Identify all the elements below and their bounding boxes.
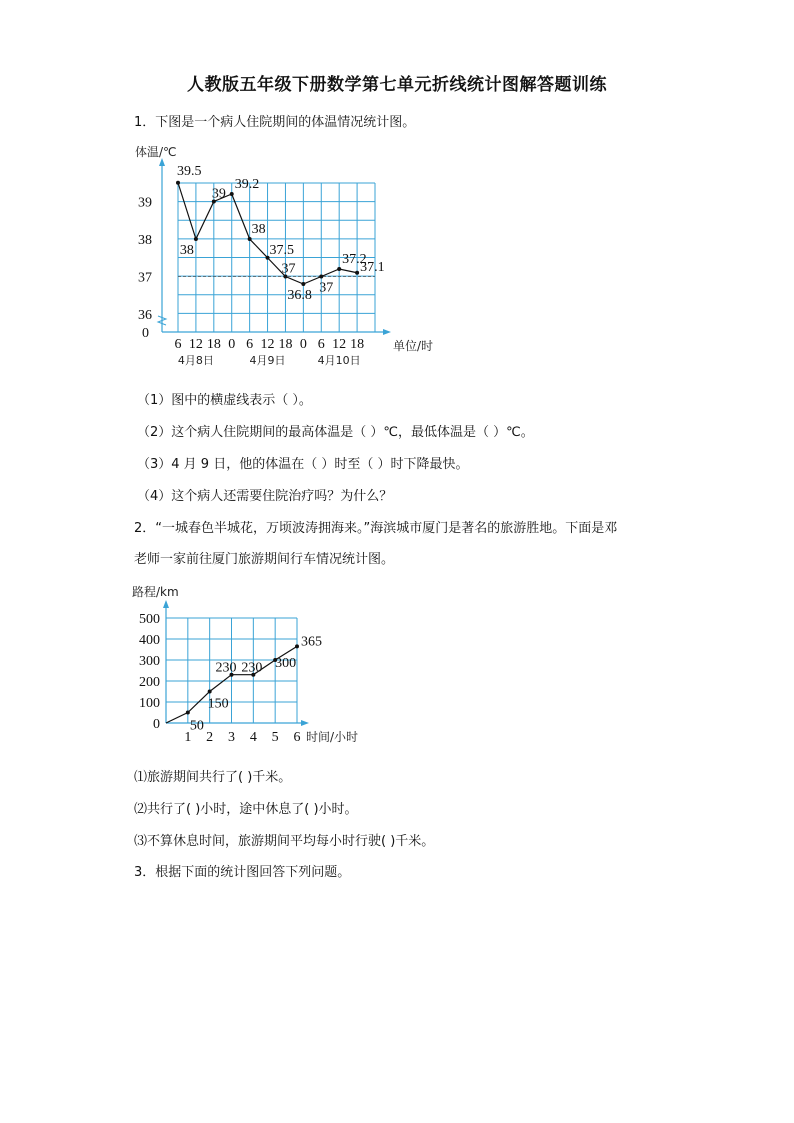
date-label: 4月8日 — [177, 354, 214, 367]
data-point — [337, 267, 341, 271]
data-label: 37.1 — [360, 259, 385, 275]
data-label: 37.5 — [269, 242, 295, 258]
data-point — [186, 711, 190, 715]
y-tick-label: 300 — [139, 654, 160, 669]
q1-stem: 1．下图是一个病人住院期间的体温情况统计图。 — [134, 115, 416, 130]
q1-sub4: （4）这个病人还需要住院治疗吗？为什么？ — [137, 489, 393, 504]
y-tick-label: 200 — [139, 675, 160, 690]
data-point — [208, 690, 212, 694]
data-point — [355, 271, 359, 275]
data-label: 300 — [275, 656, 297, 671]
x-tick-label: 12 — [188, 337, 203, 352]
date-label: 4月10日 — [317, 354, 361, 367]
x-tick-label: 1 — [184, 730, 192, 745]
q2-stem-line1: 2．“一城春色半城花，万顷波涛拥海来。”海滨城市厦门是著名的旅游胜地。下面是邓 — [134, 521, 618, 536]
data-label: 37 — [319, 280, 334, 296]
page-title: 人教版五年级下册数学第七单元折线统计图解答题训练 — [187, 75, 607, 95]
data-label: 150 — [207, 696, 229, 712]
data-label: 37 — [281, 261, 296, 277]
y-tick-label-zero: 0 — [142, 326, 149, 341]
data-label: 37.2 — [342, 252, 367, 267]
x-tick-label: 6 — [317, 337, 325, 352]
x-tick-label: 18 — [206, 337, 221, 352]
x-tick-label: 12 — [332, 337, 347, 352]
x-tick-label: 0 — [299, 337, 307, 352]
data-label: 38 — [251, 222, 266, 237]
data-label: 39 — [211, 186, 226, 202]
y-axis-arrow — [163, 600, 169, 608]
data-point — [176, 181, 180, 185]
x-tick-label: 18 — [350, 337, 365, 352]
data-label: 230 — [241, 660, 263, 676]
x-axis-title: 时间/小时 — [306, 730, 359, 744]
y-tick-label: 36 — [138, 308, 152, 323]
x-axis-title: 单位/时 — [393, 339, 434, 353]
x-tick-label: 6 — [246, 337, 254, 352]
q1-sub3: （3）4 月 9 日，他的体温在（ ）时至（ ）时下降最快。 — [137, 457, 469, 472]
y-tick-label: 38 — [138, 233, 152, 248]
x-tick-label: 6 — [174, 337, 182, 352]
y-tick-label: 39 — [138, 195, 152, 211]
data-label: 39.5 — [177, 163, 202, 179]
x-axis-arrow — [301, 720, 309, 726]
distance-line-chart — [130, 580, 390, 750]
q1-sub2: （2）这个病人住院期间的最高体温是（ ）℃，最低体温是（ ）℃。 — [137, 425, 534, 440]
y-tick-label: 0 — [153, 717, 160, 732]
q1-sub1: （1）图中的横虚线表示（ ）。 — [137, 393, 312, 408]
x-tick-label: 2 — [206, 730, 214, 745]
data-point — [194, 237, 198, 241]
date-label: 4月9日 — [249, 354, 286, 367]
data-point — [301, 282, 305, 286]
x-tick-label: 6 — [293, 730, 301, 745]
q2-sub2: ⑵共行了( )小时，途中休息了( )小时。 — [134, 802, 358, 817]
x-tick-label: 3 — [228, 730, 235, 745]
q2-sub1: ⑴旅游期间共行了( )千米。 — [134, 770, 292, 785]
y-tick-label: 100 — [139, 696, 160, 711]
x-tick-label: 4 — [249, 730, 257, 745]
data-label: 38 — [179, 243, 194, 258]
y-tick-label: 500 — [139, 612, 160, 627]
q2-sub3: ⑶不算休息时间，旅游期间平均每小时行驶( )千米。 — [134, 834, 435, 849]
q2-stem-line2: 老师一家前往厦门旅游期间行车情况统计图。 — [134, 552, 395, 567]
data-point — [230, 192, 234, 196]
data-label: 36.8 — [287, 288, 312, 303]
data-label: 230 — [215, 660, 237, 676]
y-axis-title: 体温/℃ — [135, 145, 177, 159]
y-axis-arrow — [159, 158, 165, 166]
x-tick-label: 18 — [278, 337, 293, 352]
data-point — [295, 644, 299, 648]
data-label: 39.2 — [234, 177, 260, 192]
y-tick-label: 37 — [138, 270, 152, 286]
data-label: 50 — [189, 718, 204, 734]
temperature-line-chart — [130, 140, 434, 370]
data-point — [319, 275, 323, 279]
x-tick-label: 12 — [260, 337, 275, 352]
x-tick-label: 5 — [271, 730, 279, 745]
data-label: 365 — [301, 634, 322, 650]
y-tick-label: 400 — [139, 633, 160, 648]
x-tick-label: 0 — [228, 337, 236, 352]
axis-break — [158, 316, 166, 325]
data-point — [248, 237, 252, 241]
y-axis-title: 路程/km — [132, 585, 179, 599]
x-axis-arrow — [383, 329, 391, 335]
q3-stem: 3．根据下面的统计图回答下列问题。 — [134, 865, 351, 880]
